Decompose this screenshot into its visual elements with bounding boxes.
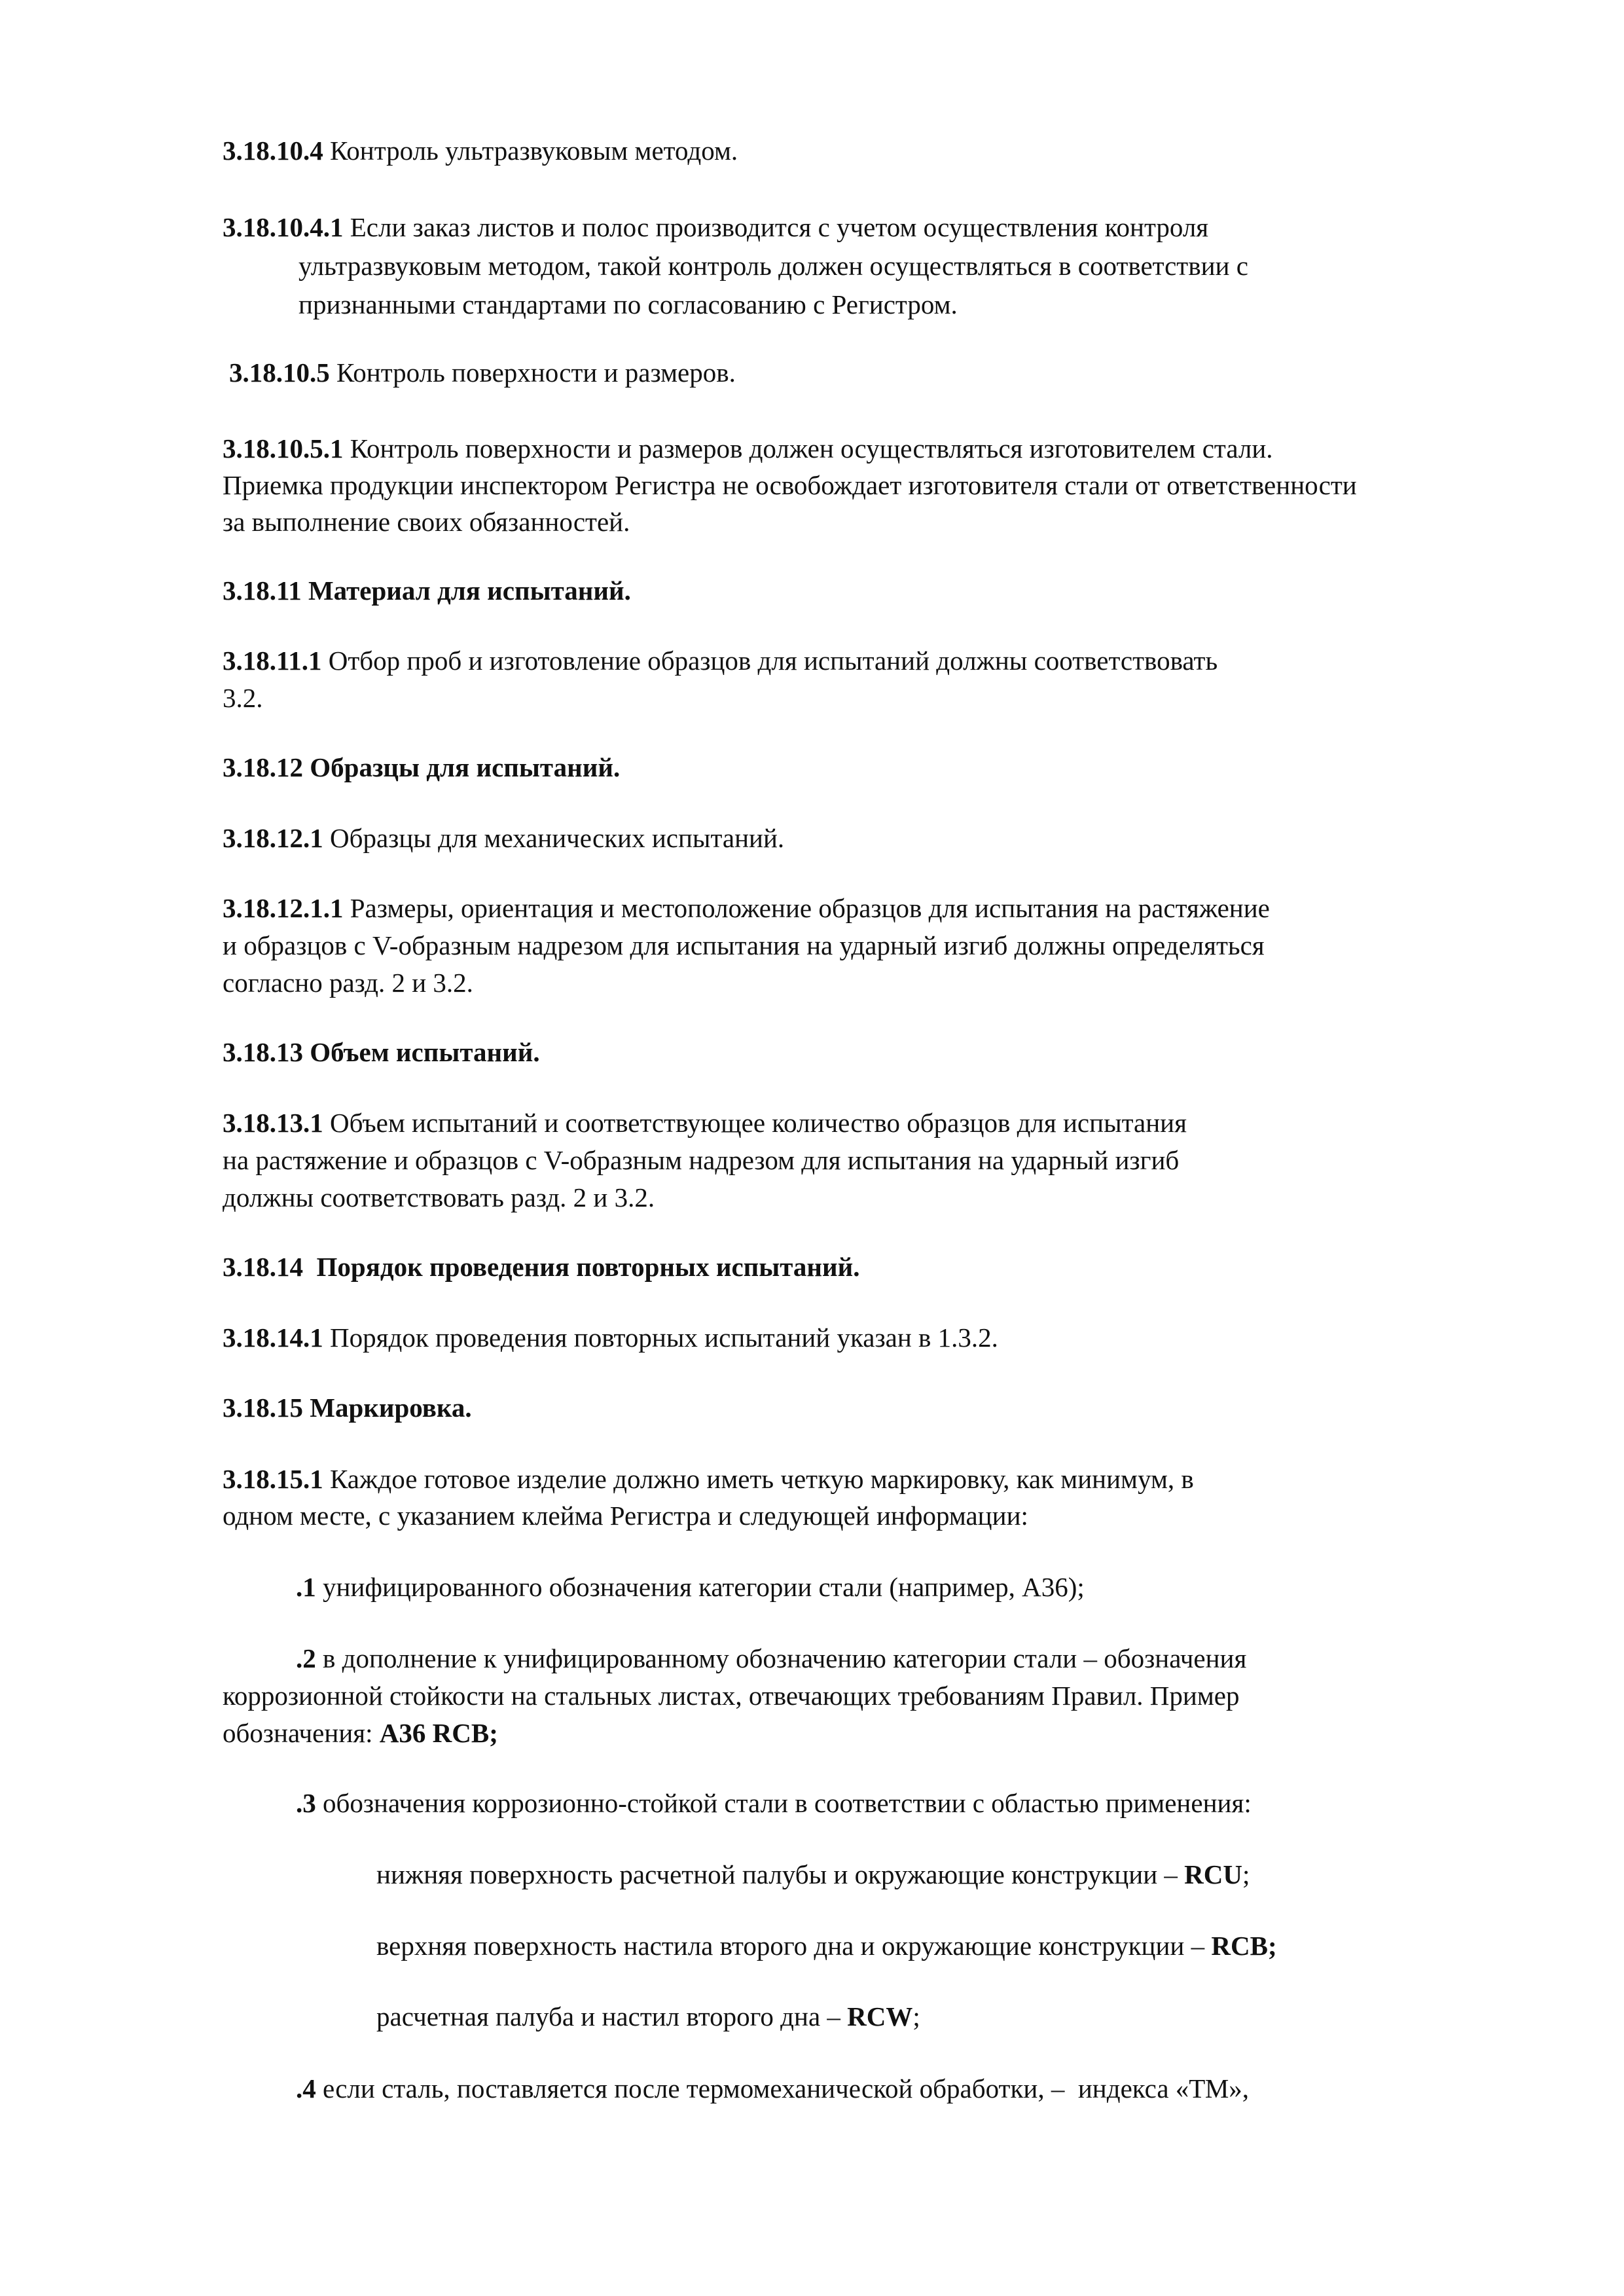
- clause-text: Порядок проведения повторных испытаний указан в 1.3.2.: [323, 1322, 998, 1353]
- clause-3-18-12-1: [223, 819, 784, 857]
- clause-text-line: Размеры, ориентация и местоположение образцов для испытания на растяжение: [343, 893, 1270, 923]
- clause-text-line: Приемка продукции инспектором Регистра не освобождает изготовителя стали от ответственности: [223, 470, 1357, 500]
- list-item-text: обозначения коррозионно-стойкой стали в соответствии с областью применения:: [316, 1788, 1252, 1818]
- list-item-text-line-with-example: [223, 1714, 498, 1752]
- section-heading-3-18-11: 3.18.11 Материал для испытаний.: [223, 575, 631, 606]
- sub-item-rcb: [376, 1927, 1277, 1965]
- clause-number: 3.18.11.1: [223, 646, 322, 676]
- clause-text-line: должны соответствовать разд. 2 и 3.2.: [223, 1182, 655, 1212]
- clause-3-18-13-1: [223, 1104, 1187, 1142]
- clause-text-line: одном месте, с указанием клейма Регистра и следующей информации:: [223, 1501, 1028, 1531]
- sub-item-code: RCB;: [1211, 1931, 1277, 1961]
- clause-number: 3.18.13.1: [223, 1108, 323, 1138]
- sub-item-text: расчетная палуба и настил второго дна –: [376, 2001, 848, 2032]
- clause-3-18-11-1: [223, 642, 1218, 680]
- list-item-number: .3: [296, 1788, 316, 1818]
- clause-3-18-12-1-1: [223, 889, 1270, 927]
- clause-number: 3.18.15.1: [223, 1464, 323, 1494]
- section-heading-3-18-13: 3.18.13 Объем испытаний.: [223, 1037, 540, 1067]
- clause-3-18-15-1: [223, 1460, 1194, 1498]
- sub-item-tail: ;: [1242, 1859, 1250, 1889]
- clause-text-line: за выполнение своих обязанностей.: [223, 507, 630, 537]
- clause-3-18-10-4-1: [223, 208, 1208, 246]
- clause-text-line: Если заказ листов и полос производится с учетом осуществления контроля: [343, 212, 1209, 242]
- list-item-1: [296, 1568, 1085, 1606]
- clause-text-line: признанными стандартами по согласованию с Регистром.: [298, 289, 958, 319]
- sub-item-text: верхняя поверхность настила второго дна и окружающие конструкции –: [376, 1931, 1212, 1961]
- clause-number: 3.18.12.1: [223, 823, 323, 853]
- clause-3-18-10-4: [223, 132, 738, 170]
- section-heading-3-18-12: 3.18.12 Образцы для испытаний.: [223, 752, 621, 782]
- clause-text-line: Контроль поверхности и размеров должен осуществляться изготовителем стали.: [343, 433, 1273, 464]
- clause-text-line: 3.2.: [223, 683, 263, 713]
- list-item-2: [296, 1639, 1246, 1677]
- list-item-text-line: в дополнение к унифицированному обозначению категории стали – обозначения: [316, 1643, 1247, 1673]
- clause-text: Контроль поверхности и размеров.: [329, 357, 736, 388]
- sub-item-rcu: [376, 1855, 1250, 1893]
- list-item-text-line: обозначения:: [223, 1718, 380, 1748]
- clause-number: 3.18.10.5: [229, 357, 330, 388]
- list-item-number: .4: [296, 2073, 316, 2104]
- list-item-text: если сталь, поставляется после термомеханической обработки, – индекса «ТМ»,: [316, 2073, 1250, 2104]
- clause-number: 3.18.10.4.1: [223, 212, 344, 242]
- list-item-text-line: коррозионной стойкости на стальных листах, отвечающих требованиям Правил. Пример: [223, 1681, 1240, 1711]
- list-item-3: [296, 1784, 1252, 1822]
- clause-number: 3.18.10.4: [223, 136, 323, 166]
- list-item-text: унифицированного обозначения категории стали (например, А36);: [316, 1572, 1085, 1602]
- clause-text-line: ультразвуковым методом, такой контроль должен осуществляться в соответствии с: [298, 251, 1248, 281]
- list-item-4: [296, 2069, 1249, 2107]
- sub-item-tail: ;: [912, 2001, 920, 2032]
- list-item-number: .2: [296, 1643, 316, 1673]
- clause-number: 3.18.14.1: [223, 1322, 323, 1353]
- clause-text-line: Каждое готовое изделие должно иметь четкую маркировку, как минимум, в: [323, 1464, 1194, 1494]
- sub-item-text: нижняя поверхность расчетной палубы и окружающие конструкции –: [376, 1859, 1185, 1889]
- sub-item-code: RCU: [1184, 1859, 1242, 1889]
- section-heading-3-18-14: 3.18.14 Порядок проведения повторных испытаний.: [223, 1252, 860, 1282]
- example-designation: А36 RCB;: [379, 1718, 498, 1748]
- clause-text-line: Отбор проб и изготовление образцов для испытаний должны соответствовать: [321, 646, 1218, 676]
- clause-text-line: и образцов с V-образным надрезом для испытания на ударный изгиб должны определяться: [223, 930, 1265, 960]
- sub-item-code: RCW: [847, 2001, 913, 2032]
- section-heading-3-18-15: 3.18.15 Маркировка.: [223, 1393, 472, 1423]
- clause-text-line: Объем испытаний и соответствующее количество образцов для испытания: [323, 1108, 1187, 1138]
- clause-text: Контроль ультразвуковым методом.: [323, 136, 738, 166]
- clause-text-line: на растяжение и образцов с V-образным надрезом для испытания на ударный изгиб: [223, 1145, 1180, 1175]
- clause-text: Образцы для механических испытаний.: [323, 823, 785, 853]
- clause-number: 3.18.12.1.1: [223, 893, 344, 923]
- clause-number: 3.18.10.5.1: [223, 433, 344, 464]
- clause-3-18-14-1: [223, 1319, 998, 1357]
- clause-text-line: согласно разд. 2 и 3.2.: [223, 968, 473, 998]
- list-item-number: .1: [296, 1572, 316, 1602]
- clause-3-18-10-5: [229, 354, 736, 392]
- sub-item-rcw: [376, 1997, 920, 2035]
- clause-3-18-10-5-1: [223, 429, 1273, 467]
